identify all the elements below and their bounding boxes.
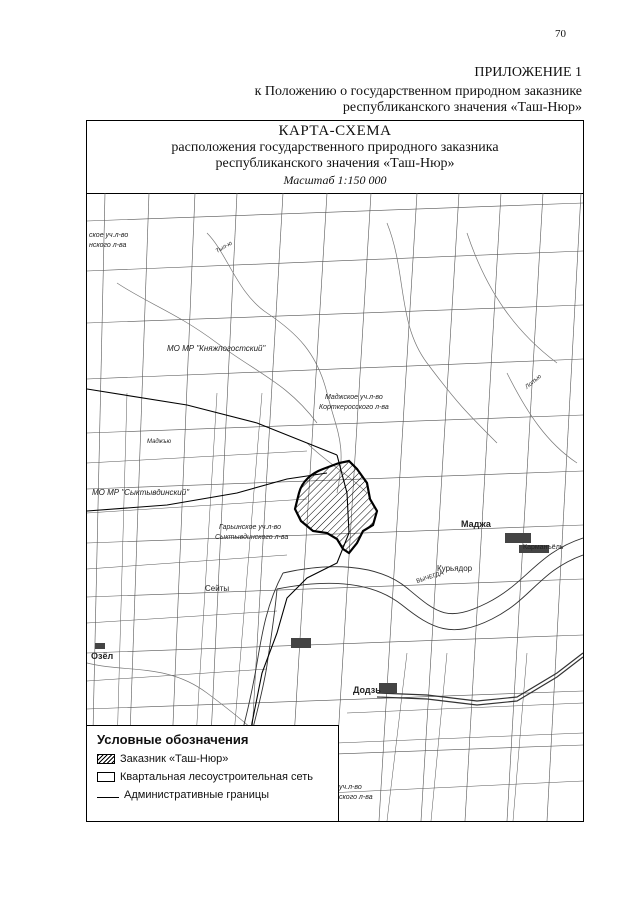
- legend-item-grid-label: Квартальная лесоустроительная сеть: [120, 771, 313, 783]
- map-frame: [86, 120, 584, 822]
- label-tel-yu: Тыл-ю: [215, 240, 234, 255]
- appendix-line-3: республиканского значения «Таш-Нюр»: [342, 100, 582, 115]
- label-mid-forest-2: ского л-ва: [339, 794, 373, 801]
- label-nw-forest-1: ское уч.л-во: [89, 232, 129, 239]
- label-mid-forest-1: уч.л-во: [339, 784, 362, 791]
- legend-item-reserve-label: Заказник «Таш-Нюр»: [120, 753, 229, 765]
- label-kortkeros-forest: Корткеросского л-ва: [319, 404, 389, 411]
- label-kuryador: Курьядор: [437, 564, 473, 573]
- legend-item-boundaries: [97, 789, 328, 801]
- map-title: КАРТА-СХЕМА: [278, 123, 392, 139]
- label-syktyvdin-forest-1: Гарьинское уч.л-во: [219, 524, 282, 531]
- legend-item-boundaries-label: Административные границы: [124, 789, 270, 801]
- grid-swatch-icon: [97, 772, 115, 782]
- legend-title: Условные обозначения: [97, 732, 249, 747]
- label-mo-knyazhpogost: МО МР "Княжпогостский": [167, 344, 266, 353]
- legend-item-reserve: [97, 753, 328, 765]
- reserve-tash-nyur: [295, 461, 377, 553]
- label-mo-syktyvdin: МО МР "Сыктывдинский": [92, 488, 190, 497]
- label-madzha: Маджа: [461, 519, 491, 529]
- label-river-vychegda: ВЫЧЕГДА: [415, 570, 445, 585]
- label-karmanyol: Карманъёль: [523, 544, 564, 551]
- legend: [87, 725, 339, 821]
- map-subtitle-2: республиканского значения «Таш-Нюр»: [215, 156, 455, 171]
- legend-item-grid: [97, 771, 328, 783]
- label-river-small: Маджъю: [147, 439, 172, 445]
- label-nw-forest-2: нского л-ва: [89, 242, 127, 249]
- label-madzhskoe-forest: Маджское уч.л-во: [325, 394, 383, 401]
- settlements: [95, 533, 549, 693]
- map-title-box: [87, 121, 583, 194]
- page-number: 70: [555, 28, 566, 40]
- hatch-swatch-icon: [97, 754, 115, 764]
- appendix-line-1: ПРИЛОЖЕНИЕ 1: [474, 65, 582, 80]
- label-ozel: Озёл: [91, 651, 114, 661]
- map-scale: Масштаб 1:150 000: [283, 173, 387, 187]
- label-lynga: Лопъю: [524, 373, 543, 391]
- label-seyt: Сейты: [205, 584, 230, 593]
- line-swatch-icon: [97, 797, 119, 798]
- appendix-line-2: к Положению о государственном природном заказнике: [254, 84, 582, 99]
- label-syktyvdin-forest-2: Сыктывдинского л-ва: [215, 534, 289, 541]
- label-dodz: Додзь: [353, 685, 381, 695]
- map-subtitle-1: расположения государственного природного заказника: [171, 140, 499, 155]
